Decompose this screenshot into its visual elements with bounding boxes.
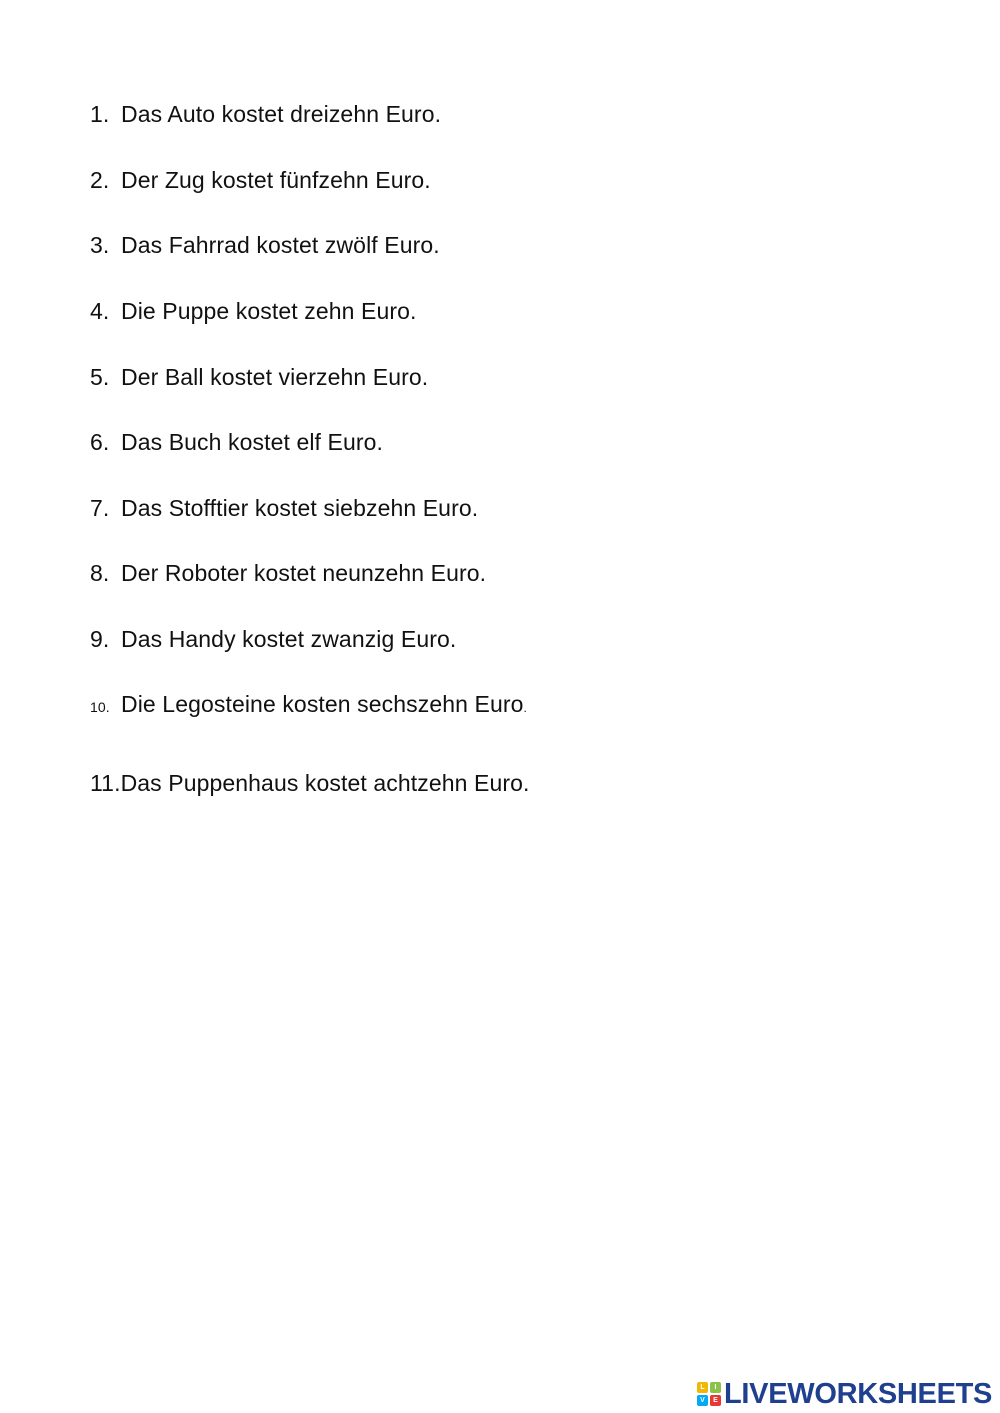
item-text: Der Roboter kostet neunzehn Euro. bbox=[121, 560, 487, 586]
item-number: 2. bbox=[90, 167, 110, 193]
list-item bbox=[90, 99, 441, 129]
list-item bbox=[90, 165, 431, 195]
item-number: 11. bbox=[90, 770, 121, 796]
list-item bbox=[90, 689, 527, 723]
logo-mark-tile: L bbox=[697, 1382, 708, 1393]
item-text: Die Puppe kostet zehn Euro. bbox=[121, 298, 417, 324]
item-text: Der Zug kostet fünfzehn Euro. bbox=[121, 167, 431, 193]
list-item bbox=[90, 493, 478, 523]
item-number: 4. bbox=[90, 298, 110, 324]
liveworksheets-logo-icon bbox=[697, 1382, 721, 1406]
item-text-period: . bbox=[523, 701, 527, 715]
list-item bbox=[90, 362, 428, 392]
list-item bbox=[90, 296, 417, 326]
item-number: 6. bbox=[90, 429, 110, 455]
item-text: Das Fahrrad kostet zwölf Euro. bbox=[121, 232, 440, 258]
logo-mark-tile: V bbox=[697, 1395, 708, 1406]
logo-mark-tile: I bbox=[710, 1382, 721, 1393]
item-text: Das Puppenhaus kostet achtzehn Euro. bbox=[120, 770, 530, 796]
item-number: 1. bbox=[90, 101, 110, 127]
liveworksheets-logo bbox=[697, 1377, 992, 1411]
item-number: 5. bbox=[90, 364, 110, 390]
item-number: 8. bbox=[90, 560, 110, 586]
item-text: Die Legosteine kosten sechszehn Euro bbox=[121, 691, 524, 717]
list-item bbox=[90, 624, 456, 654]
item-number: 7. bbox=[90, 495, 110, 521]
item-number: 9. bbox=[90, 626, 110, 652]
item-text: Das Handy kostet zwanzig Euro. bbox=[121, 626, 457, 652]
item-number: 10. bbox=[90, 699, 110, 715]
item-text: Das Stofftier kostet siebzehn Euro. bbox=[121, 495, 479, 521]
list-item bbox=[90, 427, 383, 457]
item-text: Das Buch kostet elf Euro. bbox=[121, 429, 384, 455]
item-number: 3. bbox=[90, 232, 110, 258]
list-item bbox=[90, 768, 530, 798]
item-text: Der Ball kostet vierzehn Euro. bbox=[121, 364, 429, 390]
logo-mark-tile: E bbox=[710, 1395, 721, 1406]
item-text: Das Auto kostet dreizehn Euro. bbox=[121, 101, 442, 127]
list-item bbox=[90, 230, 440, 260]
logo-text: LIVEWORKSHEETS bbox=[724, 1377, 993, 1410]
list-item bbox=[90, 558, 486, 588]
